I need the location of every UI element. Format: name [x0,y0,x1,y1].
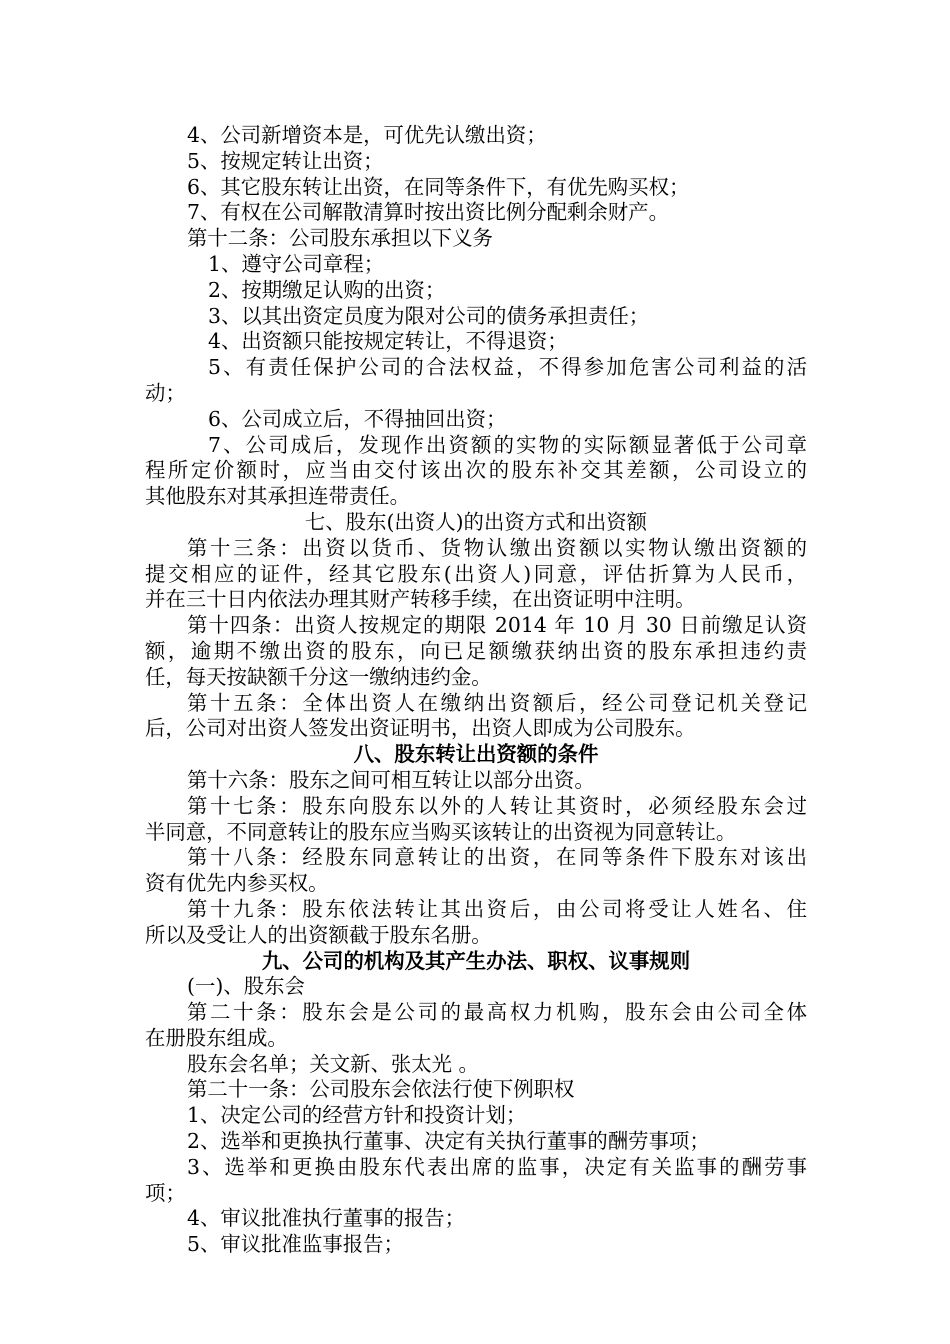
text-line: 额，逾期不缴出资的股东，向已足额缴获纳出资的股东承担违约责 [145,638,807,663]
text-line: 后，公司对出资人签发出资证明书，出资人即成为公司股东。 [145,716,696,741]
text-line: 5、按规定转让出资； [187,148,384,173]
section-heading: 八、股东转让出资额的条件 [353,742,599,767]
text-line: (一)、股东会 [187,974,305,999]
text-line: 7、公司成后，发现作出资额的实物的实际额显著低于公司章 [208,432,807,457]
text-line: 第二十一条：公司股东会依法行使下例职权 [187,1077,575,1102]
text-line: 3、选举和更换由股东代表出席的监事，决定有关监事的酬劳事 [187,1154,807,1179]
text-line: 第十二条：公司股东承担以下义务 [187,226,493,251]
text-line: 1、遵守公司章程； [208,251,385,276]
text-line: 半同意，不同意转让的股东应当购买该转让的出资视为同意转让。 [145,819,737,844]
text-line: 程所定价额时，应当由交付该出次的股东补交其差额，公司设立的 [145,458,807,483]
text-line: 股东会名单；关文新、张太光 。 [187,1051,479,1076]
text-line: 7、有权在公司解散清算时按出资比例分配剩余财产。 [187,200,669,225]
text-line: 项； [145,1180,186,1205]
text-line: 6、其它股东转让出资，在同等条件下，有优先购买权； [187,174,690,199]
text-line: 第十三条：出资以货币、货物认缴出资额以实物认缴出资额的 [187,535,807,560]
text-line: 第十六条：股东之间可相互转让以部分出资。 [187,767,595,792]
text-line: 5、有责任保护公司的合法权益，不得参加危害公司利益的活 [208,355,807,380]
section-heading: 九、公司的机构及其产生办法、职权、议事规则 [261,948,691,973]
text-line: 提交相应的证件，经其它股东(出资人)同意，评估折算为人民币， [145,561,807,586]
text-line: 4、审议批准执行董事的报告； [187,1206,466,1231]
text-line: 所以及受让人的出资额截于股东名册。 [145,922,492,947]
text-line: 5、审议批准监事报告； [187,1232,404,1257]
text-line: 4、公司新增资本是，可优先认缴出资； [187,123,547,147]
text-line: 第十四条：出资人按规定的期限 2014 年 10 月 30 日前缴足认资 [187,613,807,638]
text-line: 资有优先内参买权。 [145,871,329,896]
text-line: 3、以其出资定员度为限对公司的债务承担责任； [208,303,650,328]
text-line: 4、出资额只能按规定转让，不得退资； [208,329,568,354]
text-line: 动； [145,380,186,405]
text-line: 第十五条：全体出资人在缴纳出资额后，经公司登记机关登记 [187,690,807,715]
section-heading: 七、股东(出资人)的出资方式和出资额 [304,509,648,534]
text-line: 第十九条：股东依法转让其出资后，由公司将受让人姓名、住 [187,896,807,921]
text-line: 2、按期缴足认购的出资； [208,277,446,302]
text-line: 第十七条：股东向股东以外的人转让其资时，必须经股东会过 [187,793,807,818]
text-line: 1、决定公司的经营方针和投资计划； [187,1103,527,1128]
text-line: 第十八条：经股东同意转让的出资，在同等条件下股东对该出 [187,845,807,870]
text-line: 并在三十日内依法办理其财产转移手续，在出资证明中注明。 [145,587,696,612]
text-line: 在册股东组成。 [145,1025,288,1050]
text-line: 6、公司成立后，不得抽回出资； [208,406,507,431]
text-line: 其他股东对其承担连带责任。 [145,484,411,509]
text-line: 2、选举和更换执行董事、决定有关执行董事的酬劳事项； [187,1129,710,1154]
document-page [145,123,807,1258]
text-line: 任，每天按缺额千分这一缴纳违约金。 [145,664,492,689]
text-line: 第二十条：股东会是公司的最高权力机购，股东会由公司全体 [187,1000,807,1025]
